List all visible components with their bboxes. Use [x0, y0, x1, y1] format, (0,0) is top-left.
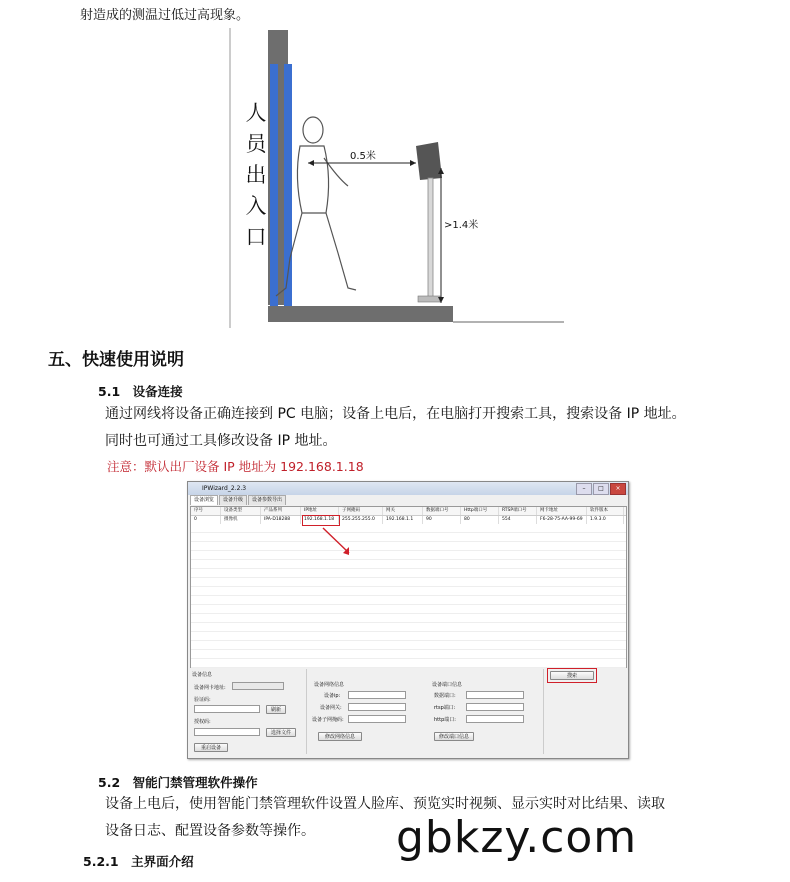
- section-5-2-title: 5.2 智能门禁管理软件操作: [98, 775, 258, 790]
- table-cell: 0: [191, 516, 221, 524]
- table-cell: F6-28-75-AA-99-69: [537, 516, 587, 524]
- device-table: [190, 506, 627, 668]
- column-header[interactable]: 序号: [191, 507, 221, 515]
- window-title: IPWizard_2.2.3: [202, 485, 247, 492]
- auth-code-input[interactable]: [194, 728, 260, 736]
- table-cell: 摄像机: [221, 516, 261, 524]
- installation-figure: [228, 28, 568, 328]
- table-cell: 554: [499, 516, 537, 524]
- intro-text: 射造成的测温过低过高现象。: [80, 8, 250, 23]
- network-info-group: 设备网络信息: [314, 682, 345, 688]
- close-icon[interactable]: ×: [610, 483, 626, 495]
- data-port-input[interactable]: [466, 691, 524, 699]
- verify-code-input[interactable]: [194, 705, 260, 713]
- door-frame-left: [270, 64, 278, 309]
- window-titlebar: [188, 482, 628, 495]
- entrance-char: 人: [245, 101, 267, 125]
- device-info-group: 设备信息: [192, 672, 213, 678]
- watermark: gbkzy.com: [396, 812, 638, 863]
- maximize-icon[interactable]: □: [593, 483, 609, 495]
- table-cell: 192.168.1.1: [383, 516, 423, 524]
- table-cell: 80: [461, 516, 499, 524]
- column-header[interactable]: 子网掩码: [339, 507, 383, 515]
- column-header[interactable]: 软件版本: [587, 507, 624, 515]
- gateway-input[interactable]: [348, 703, 406, 711]
- modify-network-button[interactable]: 修改网络信息: [318, 732, 362, 741]
- distance-label: 0.5米: [350, 151, 376, 162]
- entrance-char: 口: [245, 225, 267, 249]
- device-ip-input[interactable]: [348, 691, 406, 699]
- port-info-group: 设备端口信息: [432, 682, 463, 688]
- table-cell: 1.9.3.0: [587, 516, 624, 524]
- tab-param-export[interactable]: 设备参数导出: [248, 495, 286, 505]
- section-5-2-line2: 设备日志、配置设备参数等操作。: [105, 823, 315, 839]
- default-ip-note: 注意：默认出厂设备 IP 地址为 192.168.1.18: [107, 459, 364, 474]
- column-header[interactable]: 数据端口号: [423, 507, 461, 515]
- installation-diagram: [228, 28, 568, 328]
- entrance-label: [244, 98, 268, 253]
- section-5-1-line2: 同时也可通过工具修改设备 IP 地址。: [105, 433, 337, 449]
- section-5-2-line1: 设备上电后，使用智能门禁管理软件设置人脸库、预览实时视频、显示实时对比结果、读取: [105, 796, 665, 812]
- column-header[interactable]: 设备类型: [221, 507, 261, 515]
- rtsp-port-input[interactable]: [466, 703, 524, 711]
- entrance-char: 入: [245, 194, 267, 218]
- tab-bar: [188, 495, 628, 505]
- column-header[interactable]: 产品系列: [261, 507, 301, 515]
- reboot-button[interactable]: 重启设备: [194, 743, 228, 752]
- http-port-label: http端口:: [434, 717, 456, 723]
- mask-input[interactable]: [348, 715, 406, 723]
- column-header[interactable]: IP地址: [301, 507, 339, 515]
- section-5-1-line1: 通过网线将设备正确连接到 PC 电脑；设备上电后，在电脑打开搜索工具，搜索设备 IP 地址。: [105, 406, 686, 422]
- data-port-label: 数据端口:: [434, 693, 456, 699]
- device-ip-label: 设备ip:: [324, 693, 341, 699]
- refresh-button[interactable]: 刷新: [266, 705, 286, 714]
- entrance-char: 出: [245, 163, 267, 187]
- mac-label: 设备网卡地址:: [194, 685, 226, 691]
- column-header[interactable]: Http端口号: [461, 507, 499, 515]
- table-cell: IPA-D18288: [261, 516, 301, 524]
- column-header[interactable]: RTSP端口号: [499, 507, 537, 515]
- table-cell: 255.255.255.0: [339, 516, 383, 524]
- table-cell-ip: 192.168.1.18: [301, 516, 339, 524]
- height-label: >1.4米: [444, 220, 479, 231]
- section-5-title: 五、快速使用说明: [48, 350, 184, 370]
- verify-code-label: 验证码:: [194, 697, 211, 703]
- modify-port-button[interactable]: 修改端口信息: [434, 732, 474, 741]
- table-row[interactable]: [191, 516, 626, 524]
- section-5-2-1-title: 5.2.1 主界面介绍: [83, 854, 194, 869]
- tab-device-upgrade[interactable]: 设备升级: [219, 495, 247, 505]
- gateway-label: 设备网关:: [320, 705, 342, 711]
- search-highlight-box: [547, 668, 597, 683]
- face-terminal-stand: [416, 142, 442, 302]
- search-button[interactable]: 搜索: [550, 671, 594, 680]
- table-cell: 90: [423, 516, 461, 524]
- mac-input[interactable]: [232, 682, 284, 690]
- tab-device-browse[interactable]: 设备浏览: [190, 495, 218, 505]
- table-header: [191, 507, 626, 516]
- empty-rows: [191, 524, 626, 668]
- choose-file-button[interactable]: 选择文件: [266, 728, 296, 737]
- auth-code-label: 授权码:: [194, 719, 211, 725]
- column-header[interactable]: 网卡地址: [537, 507, 587, 515]
- http-port-input[interactable]: [466, 715, 524, 723]
- pointer-arrow-icon: [319, 525, 359, 559]
- floor: [268, 306, 453, 322]
- mask-label: 设备子网掩码:: [312, 717, 344, 723]
- section-5-1-title: 5.1 设备连接: [98, 384, 183, 399]
- minimize-icon[interactable]: –: [576, 483, 592, 495]
- entrance-char: 员: [245, 132, 267, 156]
- rtsp-port-label: rtsp端口:: [434, 705, 456, 711]
- ipwizard-window: [187, 481, 629, 759]
- column-header[interactable]: 网关: [383, 507, 423, 515]
